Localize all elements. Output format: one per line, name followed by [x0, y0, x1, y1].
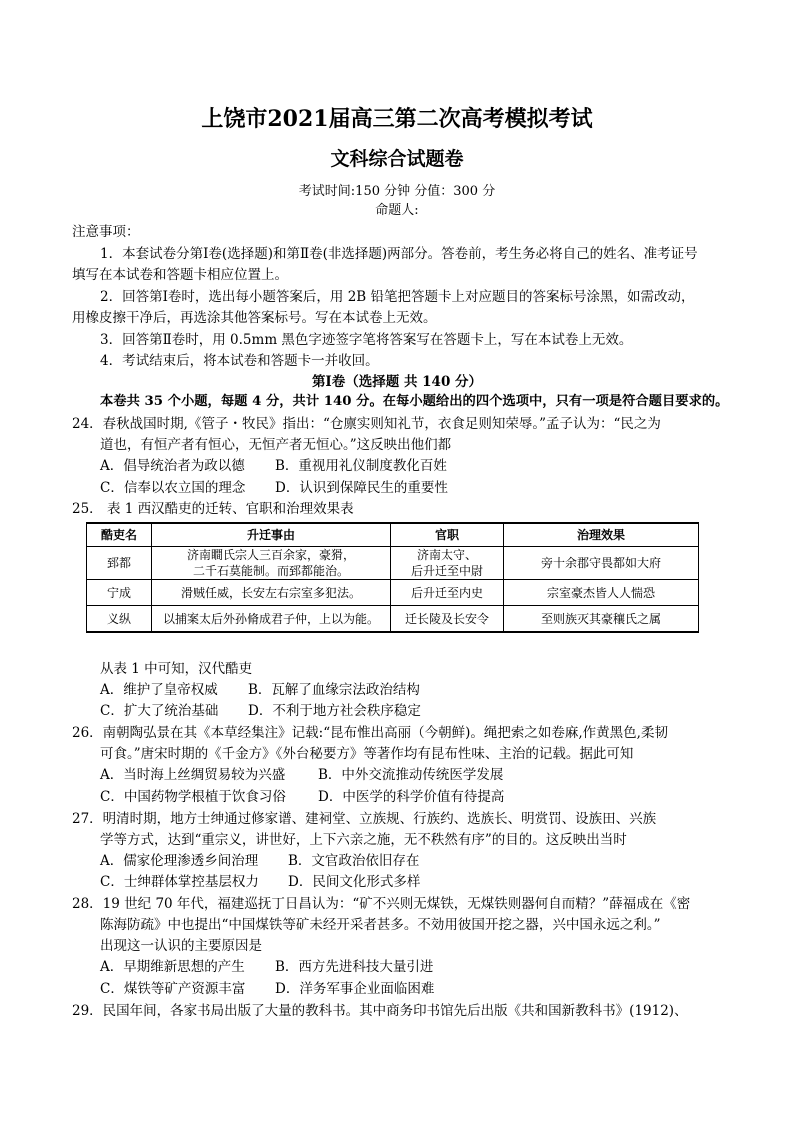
promotion-reason: 滑贼任威，长安左右宗室多犯法。 — [152, 580, 391, 606]
table-header-cell: 酷吏名 — [87, 523, 152, 547]
q26-option-b[interactable]: B．中外交流推动传统医学发展 — [318, 767, 504, 783]
q26-option-a[interactable]: A．当时海上丝绸贸易较为兴盛 — [100, 767, 286, 783]
note-3: 3．回答第Ⅱ卷时，用 0.5mm 黑色字迹签字笔将答案写在答题卡上，写在本试卷上无效。 — [100, 332, 633, 348]
q25-lead: 从表 1 中可知，汉代酷吏 — [100, 661, 253, 677]
table-row — [87, 606, 699, 633]
officials-table — [86, 522, 699, 633]
q26-stem-line-2: 可食。”唐宋时期的《千金方》《外台秘要方》等著作均有昆布性味、主治的记载。据此可知 — [100, 746, 634, 762]
official-name: 义纵 — [87, 606, 152, 633]
q24-stem-line-1: 24．春秋战国时期,《管子・牧民》指出：“仓廪实则知礼节，衣食足则知荣辱。”孟子认为：“民之为 — [72, 416, 661, 432]
q27-option-b[interactable]: B．文官政治依旧存在 — [288, 853, 420, 869]
q27-option-c[interactable]: C．士绅群体掌控基层权力 — [100, 874, 259, 890]
promotion-reason: 以捕案太后外孙脩成君子仲，上以为能。 — [152, 606, 391, 633]
table-header-row — [87, 523, 699, 547]
table-row — [87, 547, 699, 580]
q25-option-a[interactable]: A．维护了皇帝权威 — [100, 682, 218, 698]
note-2-line-2: 用橡皮擦干净后，再选涂其他答案标号。写在本试卷上无效。 — [72, 310, 437, 326]
table-header-cell: 官职 — [391, 523, 504, 547]
q28-stem-line-3: 出现这一认识的主要原因是 — [100, 938, 262, 954]
table-header-cell: 升迁事由 — [152, 523, 391, 547]
q26-option-d[interactable]: D．中医学的科学价值有待提高 — [318, 789, 505, 805]
q25-stem: 25． 表 1 西汉酷吏的迁转、官职和治理效果表 — [72, 501, 354, 517]
official-post — [391, 547, 504, 580]
q24-option-a[interactable]: A．倡导统治者为政以德 — [100, 458, 245, 474]
exam-info: 考试时间:150 分钟 分值：300 分 — [298, 184, 496, 199]
governance-effect: 宗室豪杰皆人人惴恐 — [504, 580, 699, 606]
note-1-line-2: 填写在本试卷和答题卡相应位置上。 — [72, 267, 288, 283]
official-name: 宁成 — [87, 580, 152, 606]
q25-option-c[interactable]: C．扩大了统治基础 — [100, 703, 219, 719]
section-instruction: 本卷共 35 个小题，每题 4 分，共计 140 分。在每小题给出的四个选项中，只有一项是符合题目要求的。 — [100, 394, 729, 409]
notes-heading: 注意事项： — [72, 224, 140, 240]
official-post-line: 后升迁至中尉 — [410, 564, 483, 578]
governance-effect: 旁十余郡守畏都如大府 — [504, 547, 699, 580]
q25-option-d[interactable]: D．不利于地方社会秩序稳定 — [248, 703, 421, 719]
q26-option-c[interactable]: C．中国药物学根植于饮食习俗 — [100, 789, 286, 805]
q28-option-b[interactable]: B．西方先进科技大量引进 — [275, 959, 434, 975]
q27-stem-line-1: 27．明清时期，地方士绅通过修家谱、建祠堂、立族规、行族约、选族长、明赏罚、设族田、兴族 — [72, 811, 657, 827]
q24-option-b[interactable]: B．重视用礼仪制度教化百姓 — [275, 458, 447, 474]
table-header-cell: 治理效果 — [504, 523, 699, 547]
q27-option-a[interactable]: A．儒家伦理渗透乡间治理 — [100, 853, 259, 869]
official-post: 迁长陵及长安令 — [391, 606, 504, 633]
q29-stem-line-1: 29．民国年间，各家书局出版了大量的教科书。其中商务印书馆先后出版《共和国新教科书》(1912)、 — [72, 1003, 688, 1019]
promotion-reason — [152, 547, 391, 580]
q24-option-c[interactable]: C．信奉以农立国的理念 — [100, 480, 246, 496]
q28-option-a[interactable]: A．早期维新思想的产生 — [100, 959, 245, 975]
note-4: 4．考试结束后，将本试卷和答题卡一并收回。 — [100, 353, 379, 369]
q26-stem-line-1: 26．南朝陶弘景在其《本草经集注》记载:“昆布惟出高丽（今朝鲜)。绳把索之如卷麻,作黄黑色,柔韧 — [72, 725, 668, 741]
q28-option-d[interactable]: D．洋务军事企业面临困难 — [275, 981, 435, 997]
table-row — [87, 580, 699, 606]
official-name: 郅都 — [87, 547, 152, 580]
note-1-line-1: 1．本套试卷分第Ⅰ卷(选择题)和第Ⅱ卷(非选择题)两部分。答卷前，考生务必将自己的姓名、准考证号 — [100, 246, 698, 262]
exam-subtitle: 文科综合试题卷 — [330, 148, 464, 170]
q28-option-c[interactable]: C．煤铁等矿产资源丰富 — [100, 981, 246, 997]
q27-stem-line-2: 学等方式，达到“重宗义，讲世好，上下六亲之施，无不秩然有序”的目的。这反映出当时 — [100, 832, 627, 848]
q28-stem-line-2: 陈海防疏》中也提出“中国煤铁等矿未经开采者甚多。不効用彼国开挖之器，兴中国永远之利。” — [100, 917, 661, 933]
note-2-line-1: 2．回答第Ⅰ卷时，选出每小题答案后，用 2B 铅笔把答题卡上对应题目的答案标号涂黑，如需改动， — [100, 289, 695, 305]
q28-stem-line-1: 28．19 世纪 70 年代，福建巡抚丁日昌认为：“矿不兴则无煤铁，无煤铁则器何自而精？”薛福成在《密 — [72, 896, 691, 912]
section-heading: 第Ⅰ卷（选择题 共 140 分） — [311, 374, 483, 390]
official-post-line: 济南太守、 — [416, 548, 477, 562]
exam-author: 命题人: — [375, 203, 419, 218]
promotion-reason-line: 济南瞷氏宗人三百余家，豪猾， — [186, 548, 355, 562]
q24-option-d[interactable]: D．认识到保障民生的重要性 — [275, 480, 448, 496]
promotion-reason-line: 二千石莫能制。而郅都能治。 — [192, 564, 349, 578]
governance-effect: 至则族灭其豪穰氏之属 — [504, 606, 699, 633]
exam-title: 上饶市2021届高三第二次高考模拟考试 — [201, 106, 593, 132]
q24-stem-line-2: 道也，有恒产者有恒心，无恒产者无恒心。”这反映出他们都 — [100, 437, 452, 453]
q25-option-b[interactable]: B．瓦解了血缘宗法政治结构 — [248, 682, 420, 698]
q27-option-d[interactable]: D．民间文化形式多样 — [288, 874, 421, 890]
official-post: 后升迁至内史 — [391, 580, 504, 606]
